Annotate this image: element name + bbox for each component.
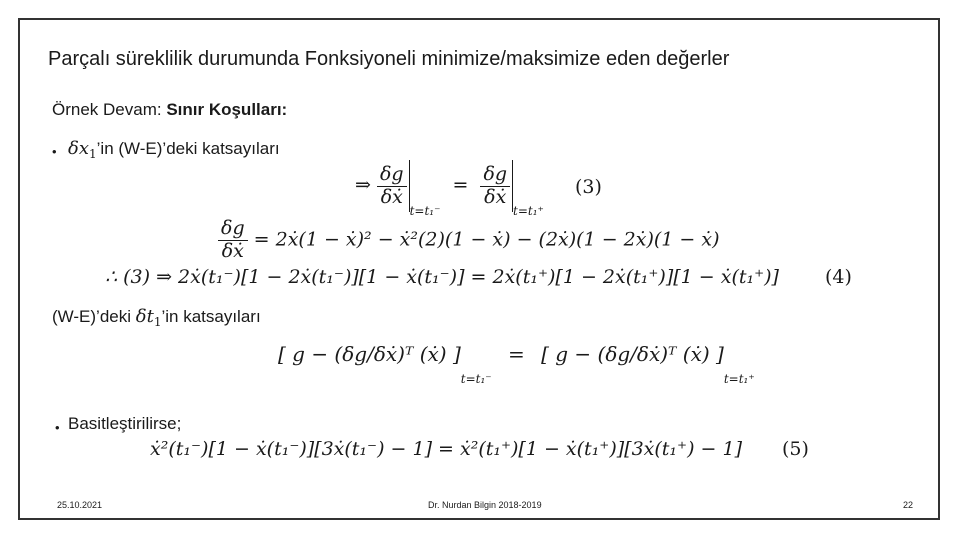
- deriv-num: δg: [218, 218, 248, 241]
- footer-date: 25.10.2021: [57, 500, 103, 510]
- coef-dt1-prefix: (W-E)’deki: [52, 307, 136, 326]
- eq3-right-sub: t=t₁⁺: [513, 204, 544, 218]
- footer-page-number: 22: [903, 500, 914, 510]
- coef-dx1-line: [68, 138, 280, 161]
- eq3-left-sub: t=t₁⁻: [409, 204, 441, 218]
- footer-author: Dr. Nurdan Bilgin 2018-2019: [428, 500, 542, 510]
- coef-dt1-var: δt: [135, 306, 154, 327]
- boundary-condition-equation: [278, 342, 755, 386]
- coef-dx1-sub: 1: [89, 147, 97, 161]
- bc-equals: =: [507, 342, 525, 366]
- bc-left: [ g − (δg/δẋ)ᵀ (ẋ) ]: [278, 342, 461, 366]
- coef-dt1-sub: 1: [153, 315, 162, 329]
- eq3-right-den: δẋ: [484, 185, 507, 208]
- derivative-equation: [218, 218, 720, 263]
- example-prefix: Örnek Devam:: [52, 100, 167, 119]
- bc-sub-left: t=t₁⁻: [460, 372, 492, 386]
- coef-dx1-var: δx: [68, 138, 89, 159]
- eq4-label: (4): [825, 266, 852, 288]
- eq3-right-num: δg: [480, 164, 510, 187]
- example-heading: [52, 100, 287, 120]
- equation-5: ẋ²(t₁⁻)[1 − ẋ(t₁⁻)][3ẋ(t₁⁻) − 1] = ẋ²(t₁⁺)[1 − ẋ(t₁⁺)][3ẋ(t₁⁺) − 1]: [150, 438, 742, 460]
- eq3-left-den: δẋ: [380, 185, 403, 208]
- bullet-icon: •: [55, 420, 60, 435]
- implies-symbol: ⇒: [355, 174, 371, 196]
- eq3-left-fraction: [377, 164, 407, 209]
- equation-4: ∴ (3) ⇒ 2ẋ(t₁⁻)[1 − 2ẋ(t₁⁻)][1 − ẋ(t₁⁻)] = 2ẋ(t₁⁺)[1 − 2ẋ(t₁⁺)][1 − ẋ(t₁⁺)]: [105, 266, 779, 288]
- deriv-fraction: [218, 218, 248, 263]
- eq3-label: (3): [575, 176, 602, 198]
- coef-dt1-text: ’in katsayıları: [161, 307, 261, 326]
- deriv-den: δẋ: [221, 239, 244, 262]
- deriv-rhs: = 2ẋ(1 − ẋ)² − ẋ²(2)(1 − ẋ) − (2ẋ)(1 − 2ẋ)(1 − ẋ): [253, 228, 720, 251]
- eq3-equals: =: [452, 174, 469, 196]
- slide-title: Parçalı süreklilik durumunda Fonksiyoneli minimize/maksimize eden değerler: [48, 48, 730, 70]
- bullet-icon: •: [52, 144, 57, 159]
- bc-right: [ g − (δg/δẋ)ᵀ (ẋ) ]: [541, 342, 724, 366]
- coef-dt1-line: [52, 306, 261, 329]
- eq3-right-fraction: [480, 164, 510, 209]
- example-bold-title: Sınır Koşulları:: [166, 100, 288, 119]
- simplify-text: Basitleştirilirse;: [68, 414, 182, 433]
- eq3-left-num: δg: [377, 164, 407, 187]
- eq5-label: (5): [782, 438, 809, 460]
- bc-sub-right: t=t₁⁺: [723, 372, 755, 386]
- coef-dx1-text: ’in (W-E)’deki katsayıları: [96, 139, 280, 158]
- equation-3: [355, 160, 544, 218]
